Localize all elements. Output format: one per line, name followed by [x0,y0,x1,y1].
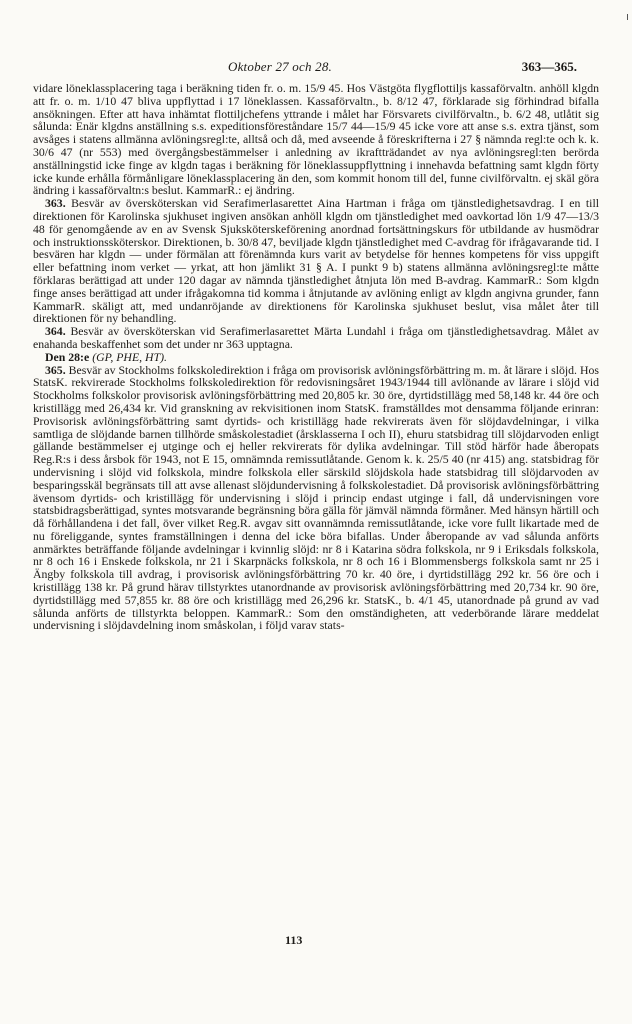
paragraph-continuation: vidare löneklassplacering taga i beräkning tiden fr. o. m. 15/9 45. Hos Västgöta flygflottiljs kassaförvaltn. anhöll klgdn att fr. o. m. 1/10 47 bliva uppflyttad i 17 löneklassen. Kassaförvaltn., b. 8/12 47, förklarade sig förhindrad bifalla ansökningen. Efter att hava inhämtat flottiljchefens yttrande i målet har Försvarets civilförvaltn., b. 6/2 48, utlåtit sig sålunda: Enär klgdns anställning s.s. expeditionsföreståndare 15/7 44—15/9 45 icke vore att anse s.s. extra tjänst, som avsåges i statens allmänna avlöningsregl:te, alltså och då, med avseende å föreskrifterna i 27 § nämnda regl:te och k. k. 30/6 47 (nr 553) med övergångsbestämmelser i anledning av ikraftträdandet av nya avlöningsregl:ten berörda anställningstid icke finge av klgdn tagas i beräkning för löneklassuppflyttning i innehavda befattning samt klgdn förty icke kunde erhålla förmånligare löneklassplacering än den, som kommit honom till del, funne civilförvaltn. ej skäl göra ändring i kassaförvaltn:s beslut. KammarR.: ej ändring. [33,81,599,198]
case-number-363: 363. [45,196,66,211]
day-heading-date: Den 28:e [45,349,90,364]
body-text [33,82,599,632]
case-number-365: 365. [45,362,66,377]
case-text-365: Besvär av Stockholms folkskoledirektion i fråga om provisorisk avlöningsförbättring m. m. åt lärare i slöjd. Hos StatsK. rekvirerade Stockholms folkskoledirektion för redovisningsåret 1943/1944 till avlönande av lärare i slöjd vid Stockholms folkskolor provisorisk avlöningsförbättring med 20,805 kr. 30 öre, dyrtidstillägg med 58,148 kr. 44 öre och kristillägg med 26,434 kr. Vid granskning av rekvisitionen inom StatsK. framställdes mot densamma följande erinran: Provisorisk avlöningsförbättring samt dyrtids- och kristillägg hade rekvirerats även för slöjdavdelningar, i vilka samtliga de slöjdande barnen tillhörde småskolestadiet (årsklasserna I och II), ehuru statsbidrag till slöjdarvoden enligt gällande bestämmelser ej utginge och ej heller rekvirerats för dylika avdelningar. Till stöd härför hade åberopats Reg.R:s i dess årsbok för 1943, not E 15, omnämnda remissutlåtande. Genom k. k. 25/5 40 (nr 415) ang. statsbidrag för undervisning i slöjd vid folkskola, mindre folkskola eller särskild slöjdskola hade statsbidrag till slöjdarvoden av besparingsskäl begränsats till att avse allenast slöjdundervisning å folkskolestadiet. Då provisorisk avlöningsförbättring ävensom dyrtids- och kristillägg för undervisning i slöjd i princip endast utginge i fall, då undervisningen vore statsbidragsberättigad, syntes motsvarande begränsning böra gälla för jämväl nämnda förmåner. Med hänsyn härtill och då förhållandena i det fall, över vilket Reg.R. avgav sitt ovannämnda remissutlåtande, icke vore fullt likartade med de nu föreliggande, syntes framställningen i denna del icke böra bifallas. Under åberopande av vad sålunda anförts anmärktes beträffande följande avdelningar i kvinnlig slöjd: nr 8 i Katarina södra folkskola, nr 9 i Eriksdals folkskola, nr 8 och 16 i Enskede folkskola, nr 21 i Skarpnäcks folkskola, nr 8 och 16 i Blommensbergs folkskola samt nr 25 i Ängby folkskola till avdrag, i provisorisk avlöningsförbättring 70 kr. 40 öre, i dyrtidstillägg 292 kr. 56 öre och i kristillägg 138 kr. På grund härav tillstyrktes utanordnande av provisorisk avlöningsförbättring med 20,734 kr. 90 öre, dyrtidstillägg med 57,855 kr. 88 öre och kristillägg med 26,296 kr. StatsK., b. 4/1 45, utanordnade på grund av vad sålunda anförts de tillstyrkta beloppen. KammarR.: Som den omständigheten, att vederbörande lärare meddelat undervisning i slöjdavdelning inom småskolan, i följd varav stats- [33,362,599,633]
paragraph-case-365 [33,364,599,633]
case-text-363: Besvär av översköterskan vid Serafimerlasarettet Aina Hartman i fråga om tjänstledighetsavdrag. I en till direktionen för Karolinska sjukhuset ingiven ansökan anhöll klgdn om tjänstledighet med oavkortad lön 1/9 47—13/3 48 för genomgående av en av Svensk Sjuksköterskeförening anordnad fortsättningskurs för utbildande av husmödrar och instruktionssköterskor. Direktionen, b. 30/8 47, beviljade klgdn tjänstledighet med C-avdrag för ifrågavarande tid. I besvären har klgdn — under förmälan att förenämnda kurs varit av betydelse för hennes kompetens för viss uppgift eller befattning inom verket — yrkat, att hon jämlikt 31 § A. I punkt 9 b) statens allmänna avlöningsregl:te måtte förklaras berättigad att under 120 dagar av nämnda tjänstledighet åtnjuta lön med B-avdrag. KammarR.: Som klgdn finge anses berättigad att under ifrågakomna tid komma i åtnjutande av avlöning enligt av klgdn angivna grunder, fann KammarR. skäligt att, med undanröjande av direktionens för Karolinska sjukhuset beslut, visa målet åter till direktionen för ny behandling. [33,196,599,326]
case-text-364: Besvär av översköterskan vid Serafimerlasarettet Märta Lundahl i fråga om tjänstledighetsavdrag. Målet av enahanda beskaffenhet som det under nr 363 upptagna. [33,324,600,351]
running-header-case-range: 363—365. [521,59,577,74]
running-header-date: Oktober 27 och 28. [228,59,332,74]
paragraph-case-364 [33,325,599,351]
day-heading-members: (GP, PHE, HT). [92,349,168,364]
page-number: 113 [285,933,303,947]
case-number-364: 364. [45,324,66,339]
paragraph-case-363 [33,197,599,325]
edge-mark [627,14,628,20]
